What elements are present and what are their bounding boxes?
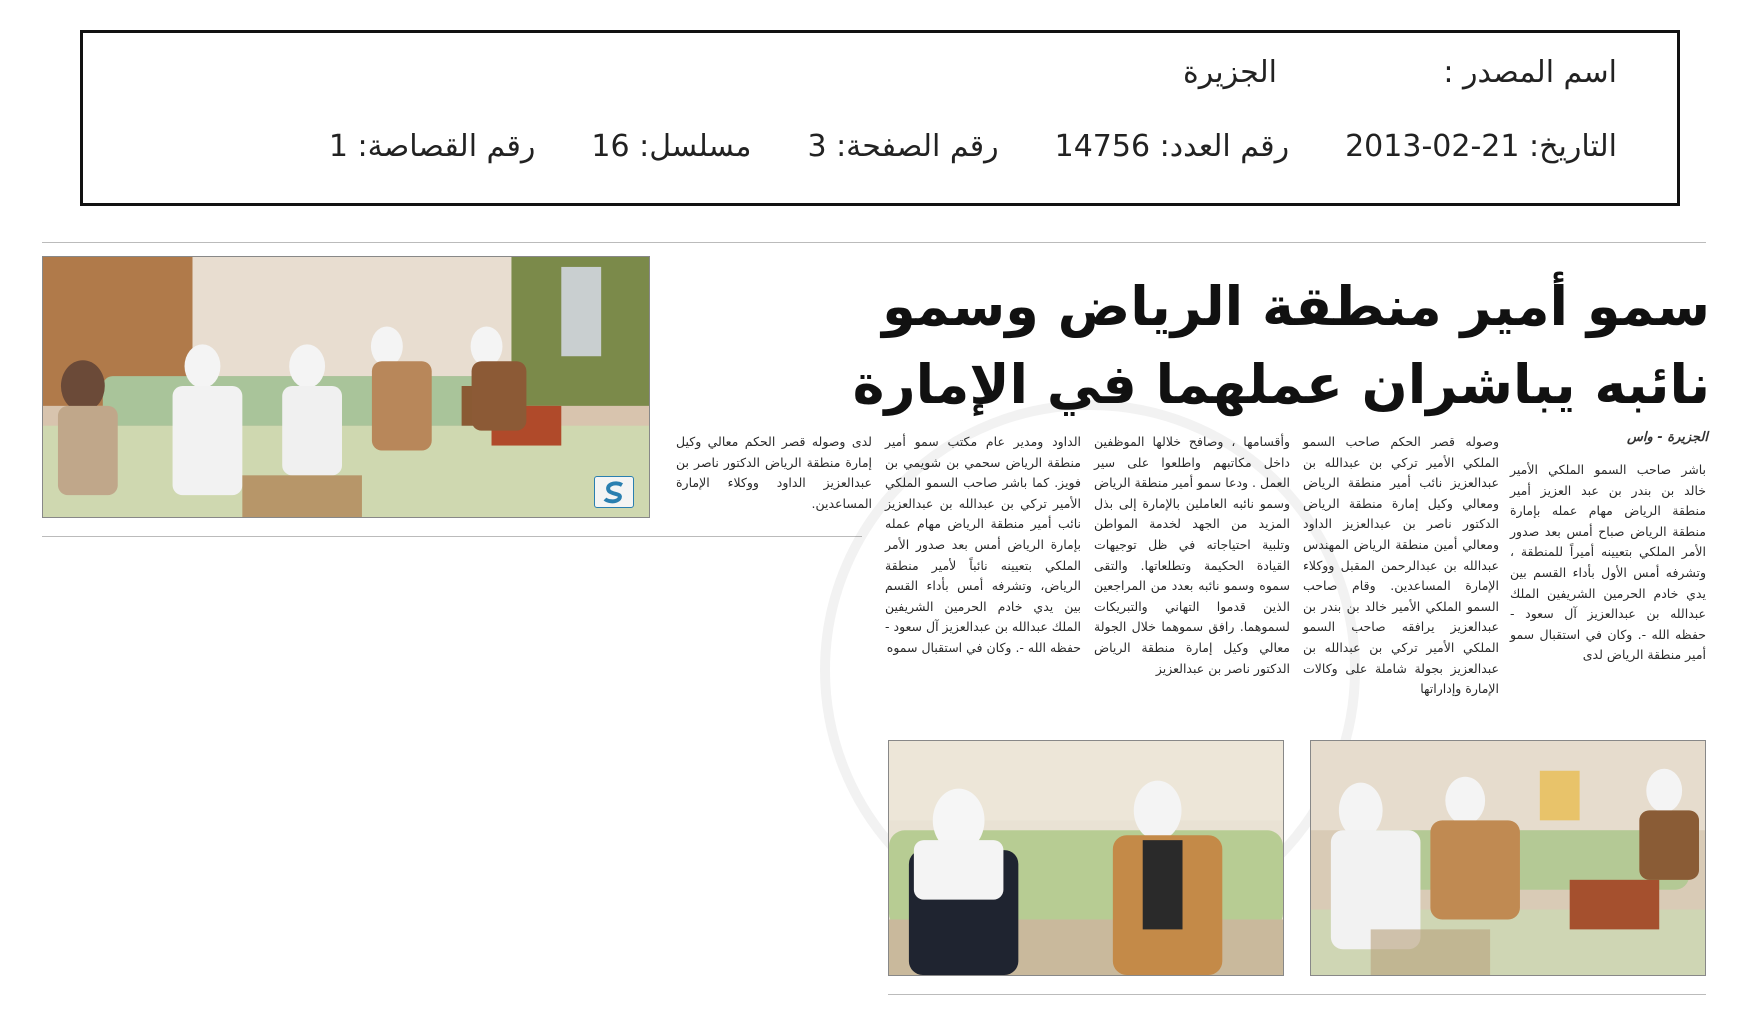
photo-meeting-group	[42, 256, 650, 518]
article-column-2: وصوله قصر الحكم صاحب السمو الملكي الأمير تركي بن عبدالله بن عبدالعزيز نائب أمير منطقة الرياض ومعالي وكيل إمارة منطقة الرياض الدكتور ناصر بن عبدالعزيز الداود ومعالي أمين منطقة الرياض المهندس عبدالله بن عبدالرحمن المقبل ووكلاء الإمارة المساعدين. وقام صاحب السمو الملكي الأمير خالد بن بندر بن عبدالعزيز يرافقه صاحب السمو الملكي الأمير تركي بن عبدالله بن عبدالعزيز بجولة شاملة على وكالات الإمارة وإداراتها	[1303, 434, 1499, 697]
clip-number-field: رقم القصاصة: 1	[328, 129, 536, 164]
left-rule	[42, 536, 862, 537]
source-label: اسم المصدر :	[1443, 55, 1617, 90]
clipping-info-box	[80, 30, 1680, 206]
bottom-rule	[888, 994, 1706, 995]
article-headline: سمو أمير منطقة الرياض وسمو نائبه يباشران عملهما في الإمارة	[852, 275, 1710, 416]
article-column-3: وأقسامها ، وصافح خلالها الموظفين داخل مكاتبهم واطلعوا على سير العمل . ودعا سمو أمير منطقة الرياض وسمو نائبه العاملين بالإمارة إلى بذل المزيد من الجهد لخدمة المواطن وتلبية احتياجاته في ظل توجيهات القيادة الحكيمة وتطلعاتها. والتقى سموه وسمو نائبه بعدد من المراجعين الذين قدموا التهاني والتبريكات لسموهما. رافق سموهما خلال الجولة معالي وكيل إمارة منطقة الرياض الدكتور ناصر بن عبدالعزيز	[1093, 434, 1290, 676]
article-dateline: الجزيرة - واس	[1627, 430, 1708, 445]
date-field: التاريخ: 21-02-2013	[1345, 129, 1617, 164]
page-number-field: رقم الصفحة: 3	[807, 129, 999, 164]
clipping-details-row	[329, 129, 1617, 164]
top-rule	[42, 242, 1706, 243]
issue-number-field: رقم العدد: 14756	[1054, 129, 1290, 164]
photo-meeting-three	[1310, 740, 1706, 976]
article-column-4: الداود ومدير عام مكتب سمو أمير منطقة الرياض سحمي بن شويمي بن فويز. كما باشر صاحب السمو الملكي الأمير تركي بن عبدالله بن عبدالعزيز نائب أمير منطقة الرياض مهام عمله بإمارة الرياض أمس بعد صدور الأمر الملكي بتعيينه نائباً لأمير منطقة الرياض، وتشرفه أمس بأداء القسم بين يدي خادم الحرمين الشريفين الملك عبدالله بن عبدالعزيز آل سعود - حفظه الله -. وكان في استقبال سموه	[885, 434, 1081, 655]
article-column-1: باشر صاحب السمو الملكي الأمير خالد بن بندر بن عبد العزيز أمير منطقة الرياض مهام عمله بإمارة منطقة الرياض صباح أمس بعد صدور الأمر الملكي بتعيينه أميراً للمنطقة ، وتشرفه أمس الأول بأداء القسم بين يدي خادم الحرمين الشريفين الملك عبدالله بن عبدالعزيز آل سعود - حفظه الله -. وكان في استقبال سمو أمير منطقة الرياض لدى	[1510, 462, 1706, 663]
source-value: الجزيرة	[1182, 55, 1277, 90]
serial-field: مسلسل: 16	[591, 129, 752, 164]
publication-logo-icon	[594, 476, 634, 508]
article-column-5: لدى وصوله قصر الحكم معالي وكيل إمارة منطقة الرياض الدكتور ناصر بن عبدالعزيز الداود ووكلاء الإمارة المساعدين.	[676, 434, 872, 511]
photo-two-officials	[888, 740, 1284, 976]
